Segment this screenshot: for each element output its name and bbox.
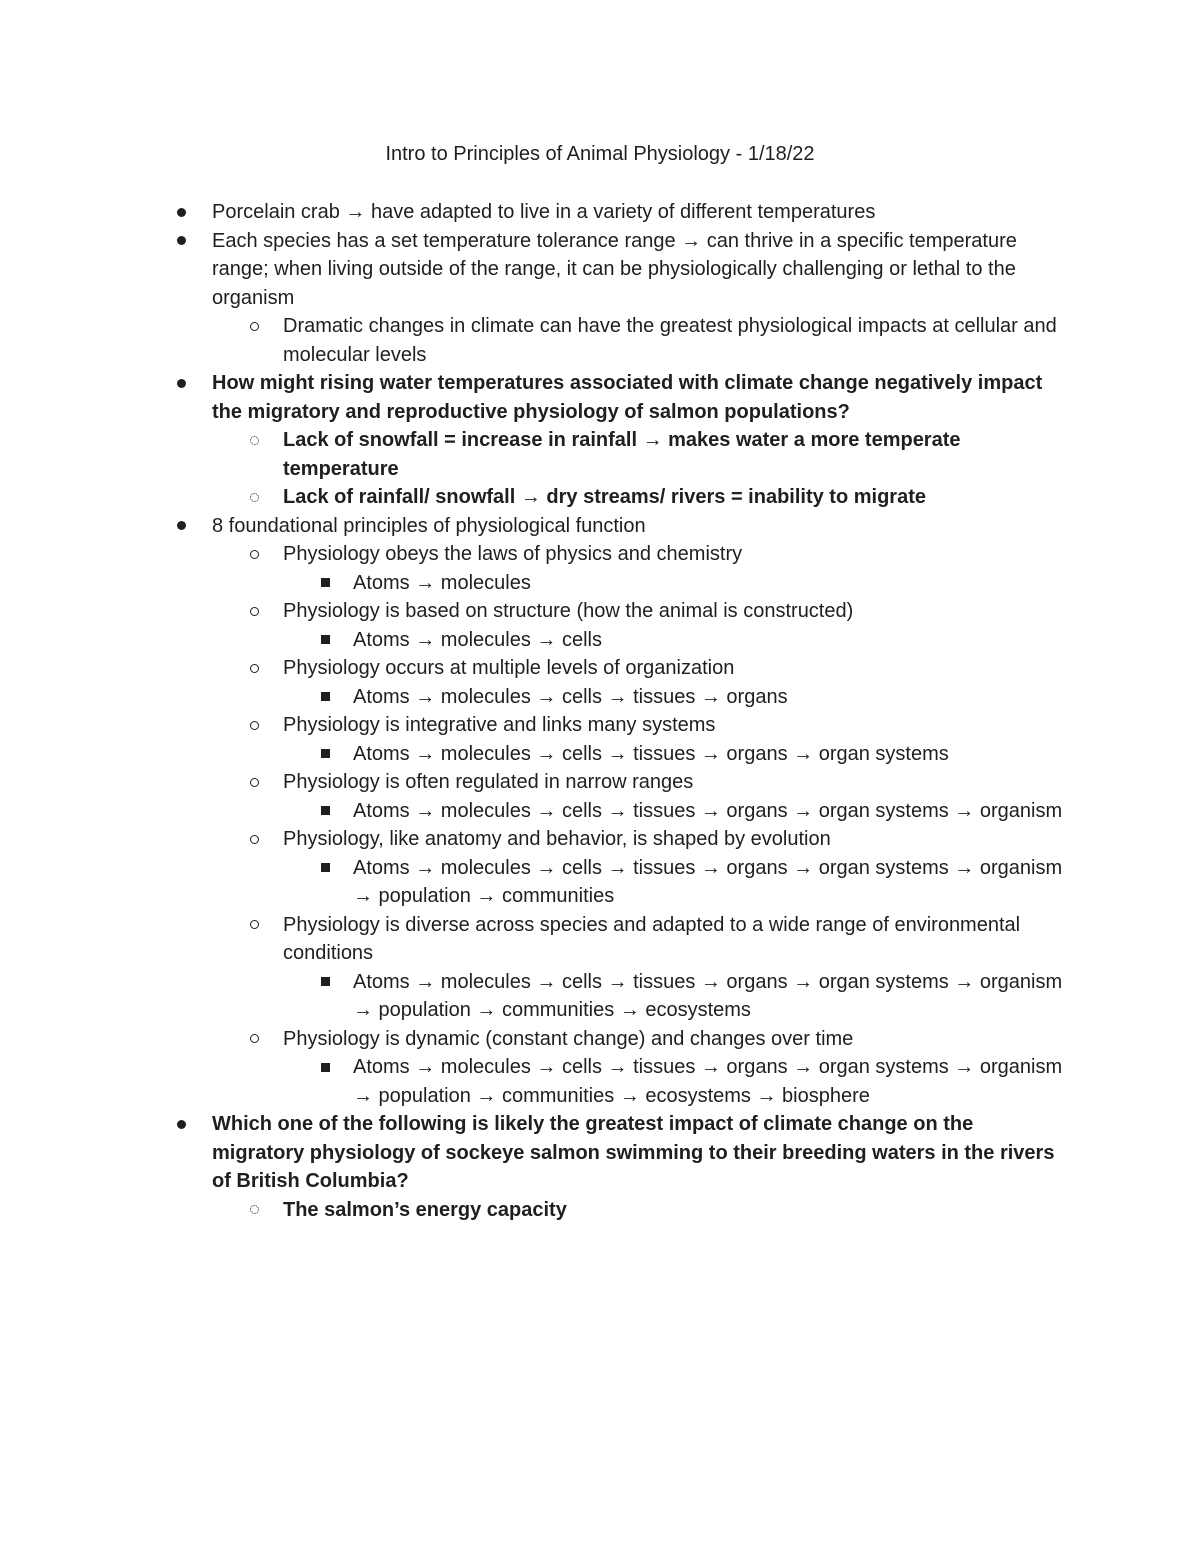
page-title: Intro to Principles of Animal Physiology - 1/18/22	[385, 143, 815, 165]
list-item	[0, 198, 1200, 227]
list-item	[0, 512, 1200, 541]
question-text: How might rising water temperatures associated with climate change negatively impact the migratory and reproductive physiology of salmon populations?	[212, 372, 1043, 423]
principle-text: Physiology is diverse across species and adapted to a wide range of environmental conditions	[283, 913, 1021, 964]
bullet-square-icon	[315, 569, 335, 598]
bullet-circle-icon	[244, 312, 264, 341]
principle-item	[0, 711, 1200, 740]
hierarchy-text: Atoms → molecules → cells → tissues → organs	[353, 685, 788, 708]
hierarchy-text: Atoms → molecules → cells → tissues → organs → organ systems	[353, 742, 949, 765]
hierarchy-text: Atoms → molecules → cells → tissues → organs → organ systems → organism	[353, 799, 1063, 822]
hierarchy-text: Atoms → molecules → cells → tissues → organs → organ systems → organism → population → communities	[353, 856, 1063, 907]
answer-item	[0, 426, 1200, 483]
principle-text: Physiology, like anatomy and behavior, is shaped by evolution	[283, 828, 831, 850]
hierarchy-item	[0, 683, 1200, 712]
hierarchy-item	[0, 968, 1200, 1025]
principle-text: Physiology is often regulated in narrow ranges	[283, 771, 694, 793]
answer-item	[0, 483, 1200, 512]
answer-item	[0, 1196, 1200, 1225]
bullet-circle-icon	[244, 711, 264, 740]
bullet-dotted-circle-icon	[244, 483, 264, 512]
principle-text: Physiology occurs at multiple levels of organization	[283, 657, 735, 679]
bullet-disc-icon	[171, 198, 191, 227]
notes-list	[0, 198, 1200, 1224]
bullet-square-icon	[315, 626, 335, 655]
question-text: Which one of the following is likely the greatest impact of climate change on the migratory physiology of sockeye salmon swimming to their breeding waters in the rivers of British Columbia?	[212, 1113, 1055, 1192]
hierarchy-text: Atoms → molecules → cells → tissues → organs → organ systems → organism → population → communities → ecosystems	[353, 970, 1063, 1021]
bullet-square-icon	[315, 683, 335, 712]
hierarchy-item	[0, 854, 1200, 911]
hierarchy-item	[0, 569, 1200, 598]
answer-text: The salmon’s energy capacity	[283, 1198, 567, 1221]
principle-item	[0, 768, 1200, 797]
bullet-circle-icon	[244, 540, 264, 569]
bullet-square-icon	[315, 854, 335, 883]
principle-text: Physiology obeys the laws of physics and chemistry	[283, 543, 743, 565]
bullet-disc-icon	[171, 227, 191, 256]
hierarchy-item	[0, 626, 1200, 655]
list-item-text: Dramatic changes in climate can have the greatest physiological impacts at cellular and molecular levels	[283, 315, 1057, 366]
principle-item	[0, 1025, 1200, 1054]
bullet-square-icon	[315, 968, 335, 997]
principle-item	[0, 911, 1200, 968]
list-item	[0, 312, 1200, 369]
hierarchy-text: Atoms → molecules → cells	[353, 628, 602, 651]
principle-item	[0, 540, 1200, 569]
hierarchy-item	[0, 740, 1200, 769]
list-item-text: Each species has a set temperature tolerance range → can thrive in a specific temperature range; when living outside of the range, it can be physiologically challenging or lethal to the organism	[212, 229, 1017, 309]
list-item-text: 8 foundational principles of physiological function	[212, 514, 646, 537]
principle-item	[0, 654, 1200, 683]
bullet-circle-icon	[244, 597, 264, 626]
list-item-text: Porcelain crab → have adapted to live in a variety of different temperatures	[212, 201, 876, 223]
question-item	[0, 369, 1200, 426]
bullet-dotted-circle-icon	[244, 426, 264, 455]
bullet-circle-icon	[244, 911, 264, 940]
hierarchy-text: Atoms → molecules	[353, 571, 531, 594]
bullet-square-icon	[315, 797, 335, 826]
bullet-dotted-circle-icon	[244, 1196, 264, 1225]
bullet-disc-icon	[171, 512, 191, 541]
answer-text: Lack of snowfall = increase in rainfall → makes water a more temperate temperature	[283, 429, 961, 480]
principle-item	[0, 825, 1200, 854]
bullet-disc-icon	[171, 369, 191, 398]
bullet-circle-icon	[244, 1025, 264, 1054]
principle-text: Physiology is based on structure (how the animal is constructed)	[283, 600, 854, 622]
bullet-circle-icon	[244, 825, 264, 854]
bullet-square-icon	[315, 740, 335, 769]
hierarchy-item	[0, 797, 1200, 826]
question-item	[0, 1110, 1200, 1196]
principle-item	[0, 597, 1200, 626]
hierarchy-text: Atoms → molecules → cells → tissues → organs → organ systems → organism → population → communities → ecosystems → biosphere	[353, 1056, 1063, 1107]
answer-text: Lack of rainfall/ snowfall → dry streams/ rivers = inability to migrate	[283, 486, 926, 508]
bullet-square-icon	[315, 1053, 335, 1082]
hierarchy-item	[0, 1053, 1200, 1110]
principle-text: Physiology is dynamic (constant change) and changes over time	[283, 1027, 854, 1050]
principle-text: Physiology is integrative and links many systems	[283, 714, 716, 736]
bullet-disc-icon	[171, 1110, 191, 1139]
bullet-circle-icon	[244, 654, 264, 683]
bullet-circle-icon	[244, 768, 264, 797]
list-item	[0, 227, 1200, 313]
